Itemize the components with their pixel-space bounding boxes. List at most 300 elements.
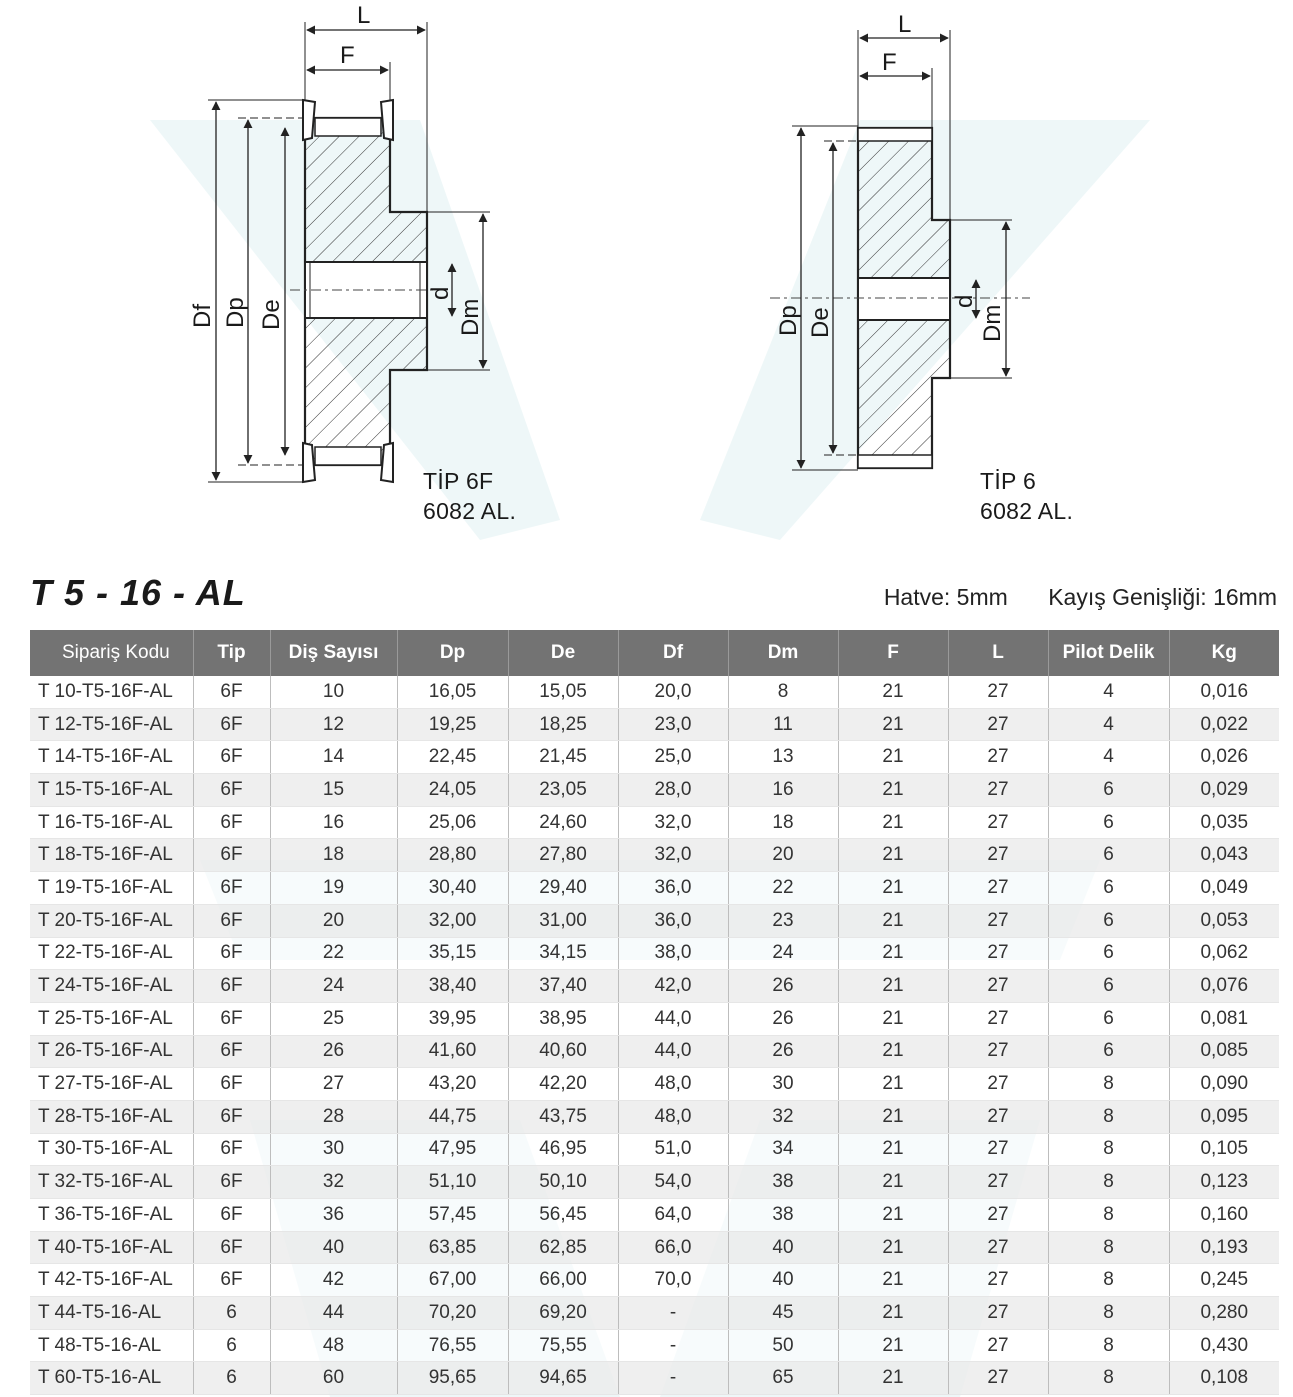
cell-order-code: T 44-T5-16-AL <box>30 1297 193 1330</box>
cell-type: 6F <box>193 839 270 872</box>
cell-tooth-count: 48 <box>270 1329 397 1362</box>
pulley-6-drawing <box>770 30 1030 470</box>
cell-pilot-bore: 8 <box>1048 1133 1169 1166</box>
cell-df: 51,0 <box>618 1133 728 1166</box>
table-row <box>30 1362 1279 1395</box>
cell-l: 27 <box>948 1199 1048 1232</box>
cell-dm: 50 <box>728 1329 838 1362</box>
type-6-material: 6082 AL. <box>980 498 1074 524</box>
cell-dm: 8 <box>728 676 838 708</box>
cell-dm: 40 <box>728 1231 838 1264</box>
cell-dp: 44,75 <box>397 1100 508 1133</box>
cell-type: 6F <box>193 1133 270 1166</box>
cell-dm: 26 <box>728 1035 838 1068</box>
cell-order-code: T 10-T5-16F-AL <box>30 676 193 708</box>
cell-l: 27 <box>948 937 1048 970</box>
table-row <box>30 1297 1279 1330</box>
cell-pilot-bore: 8 <box>1048 1199 1169 1232</box>
table-row <box>30 708 1279 741</box>
cell-l: 27 <box>948 1133 1048 1166</box>
cell-de: 62,85 <box>508 1231 618 1264</box>
cell-df: - <box>618 1329 728 1362</box>
cell-kg: 0,049 <box>1169 872 1279 905</box>
cell-tooth-count: 27 <box>270 1068 397 1101</box>
belt-width-spec: Kayış Genişliği: 16mm <box>1048 584 1277 610</box>
cell-df: 54,0 <box>618 1166 728 1199</box>
column-header-l: L <box>948 630 1048 676</box>
cell-de: 69,20 <box>508 1297 618 1330</box>
cell-type: 6F <box>193 1231 270 1264</box>
cell-df: 64,0 <box>618 1199 728 1232</box>
cell-order-code: T 24-T5-16F-AL <box>30 970 193 1003</box>
cell-de: 29,40 <box>508 872 618 905</box>
cell-dp: 95,65 <box>397 1362 508 1395</box>
cell-dp: 24,05 <box>397 774 508 807</box>
cell-dm: 23 <box>728 904 838 937</box>
cell-dm: 40 <box>728 1264 838 1297</box>
cell-dp: 32,00 <box>397 904 508 937</box>
cell-dm: 24 <box>728 937 838 970</box>
cell-kg: 0,026 <box>1169 741 1279 774</box>
table-row <box>30 806 1279 839</box>
column-header-dm: Dm <box>728 630 838 676</box>
cell-l: 27 <box>948 1166 1048 1199</box>
cell-dm: 65 <box>728 1362 838 1395</box>
table-row <box>30 904 1279 937</box>
cell-de: 27,80 <box>508 839 618 872</box>
cell-tooth-count: 28 <box>270 1100 397 1133</box>
cell-f: 21 <box>838 1329 948 1362</box>
column-header-order-code: Sipariş Kodu <box>30 630 193 676</box>
cell-tooth-count: 14 <box>270 741 397 774</box>
cell-df: 28,0 <box>618 774 728 807</box>
cell-type: 6F <box>193 1100 270 1133</box>
cell-dp: 35,15 <box>397 937 508 970</box>
cell-f: 21 <box>838 708 948 741</box>
cell-dm: 38 <box>728 1199 838 1232</box>
cell-pilot-bore: 4 <box>1048 676 1169 708</box>
table-row <box>30 1231 1279 1264</box>
cell-tooth-count: 26 <box>270 1035 397 1068</box>
cell-type: 6 <box>193 1297 270 1330</box>
table-row <box>30 872 1279 905</box>
table-row <box>30 741 1279 774</box>
cell-dm: 26 <box>728 970 838 1003</box>
cell-l: 27 <box>948 708 1048 741</box>
cell-de: 40,60 <box>508 1035 618 1068</box>
cell-de: 56,45 <box>508 1199 618 1232</box>
cell-type: 6F <box>193 937 270 970</box>
pulley-6f-drawing <box>208 22 490 482</box>
column-header-f: F <box>838 630 948 676</box>
cell-l: 27 <box>948 1362 1048 1395</box>
cell-dp: 70,20 <box>397 1297 508 1330</box>
cell-type: 6F <box>193 806 270 839</box>
type-6f-caption <box>423 466 516 526</box>
cell-order-code: T 12-T5-16F-AL <box>30 708 193 741</box>
table-row <box>30 1035 1279 1068</box>
cell-l: 27 <box>948 970 1048 1003</box>
cell-f: 21 <box>838 806 948 839</box>
cell-f: 21 <box>838 1166 948 1199</box>
cell-order-code: T 36-T5-16F-AL <box>30 1199 193 1232</box>
table-row <box>30 1068 1279 1101</box>
cell-de: 31,00 <box>508 904 618 937</box>
cell-de: 24,60 <box>508 806 618 839</box>
cell-f: 21 <box>838 1199 948 1232</box>
cell-de: 50,10 <box>508 1166 618 1199</box>
cell-f: 21 <box>838 1264 948 1297</box>
cell-l: 27 <box>948 1329 1048 1362</box>
cell-dp: 28,80 <box>397 839 508 872</box>
cell-kg: 0,016 <box>1169 676 1279 708</box>
cell-dp: 41,60 <box>397 1035 508 1068</box>
cell-dp: 57,45 <box>397 1199 508 1232</box>
type-6f-material: 6082 AL. <box>423 498 517 524</box>
table-body <box>30 676 1279 1395</box>
cell-order-code: T 30-T5-16F-AL <box>30 1133 193 1166</box>
column-header-dp: Dp <box>397 630 508 676</box>
cell-pilot-bore: 6 <box>1048 1035 1169 1068</box>
cell-kg: 0,245 <box>1169 1264 1279 1297</box>
cell-df: 32,0 <box>618 806 728 839</box>
cell-pilot-bore: 8 <box>1048 1100 1169 1133</box>
cell-de: 66,00 <box>508 1264 618 1297</box>
cell-f: 21 <box>838 774 948 807</box>
cell-type: 6 <box>193 1329 270 1362</box>
cell-dm: 20 <box>728 839 838 872</box>
cell-order-code: T 27-T5-16F-AL <box>30 1068 193 1101</box>
cell-df: 66,0 <box>618 1231 728 1264</box>
cell-l: 27 <box>948 774 1048 807</box>
cell-kg: 0,280 <box>1169 1297 1279 1330</box>
cell-pilot-bore: 6 <box>1048 806 1169 839</box>
table-row <box>30 1329 1279 1362</box>
dim-label-de-6f: De <box>258 299 285 330</box>
cell-order-code: T 32-T5-16F-AL <box>30 1166 193 1199</box>
cell-pilot-bore: 8 <box>1048 1264 1169 1297</box>
cell-dm: 26 <box>728 1002 838 1035</box>
cell-kg: 0,090 <box>1169 1068 1279 1101</box>
cell-order-code: T 40-T5-16F-AL <box>30 1231 193 1264</box>
cell-df: 23,0 <box>618 708 728 741</box>
cell-l: 27 <box>948 1100 1048 1133</box>
cell-l: 27 <box>948 1035 1048 1068</box>
table-row <box>30 970 1279 1003</box>
cell-type: 6F <box>193 1166 270 1199</box>
cell-tooth-count: 36 <box>270 1199 397 1232</box>
cell-pilot-bore: 8 <box>1048 1329 1169 1362</box>
table-row <box>30 1166 1279 1199</box>
column-header-kg: Kg <box>1169 630 1279 676</box>
cell-order-code: T 26-T5-16F-AL <box>30 1035 193 1068</box>
cell-f: 21 <box>838 1231 948 1264</box>
cell-f: 21 <box>838 1100 948 1133</box>
cell-f: 21 <box>838 1035 948 1068</box>
cell-df: 44,0 <box>618 1035 728 1068</box>
cell-pilot-bore: 8 <box>1048 1231 1169 1264</box>
cell-df: 48,0 <box>618 1068 728 1101</box>
cell-pilot-bore: 6 <box>1048 1002 1169 1035</box>
cell-pilot-bore: 6 <box>1048 970 1169 1003</box>
cell-dp: 16,05 <box>397 676 508 708</box>
dim-label-dp-6: Dp <box>775 305 802 336</box>
cell-kg: 0,085 <box>1169 1035 1279 1068</box>
cell-type: 6F <box>193 1199 270 1232</box>
cell-pilot-bore: 8 <box>1048 1297 1169 1330</box>
cell-dp: 47,95 <box>397 1133 508 1166</box>
cell-dm: 32 <box>728 1100 838 1133</box>
table-row <box>30 1264 1279 1297</box>
cell-de: 23,05 <box>508 774 618 807</box>
type-6-name: TİP 6 <box>980 468 1037 494</box>
table-row <box>30 839 1279 872</box>
dim-label-dp-6f: Dp <box>222 297 249 328</box>
cell-df: 48,0 <box>618 1100 728 1133</box>
cell-order-code: T 18-T5-16F-AL <box>30 839 193 872</box>
cell-pilot-bore: 4 <box>1048 708 1169 741</box>
pulley-spec-table <box>30 630 1279 1395</box>
cell-f: 21 <box>838 937 948 970</box>
cell-tooth-count: 60 <box>270 1362 397 1395</box>
dim-label-d-6f: d <box>427 286 454 300</box>
cell-pilot-bore: 8 <box>1048 1068 1169 1101</box>
cell-order-code: T 15-T5-16F-AL <box>30 774 193 807</box>
column-header-tooth-count: Diş Sayısı <box>270 630 397 676</box>
cell-tooth-count: 12 <box>270 708 397 741</box>
table-row <box>30 1100 1279 1133</box>
product-specs <box>850 584 1277 611</box>
cell-de: 37,40 <box>508 970 618 1003</box>
cell-f: 21 <box>838 1002 948 1035</box>
table-row <box>30 774 1279 807</box>
table-header-row <box>30 630 1279 676</box>
technical-drawing <box>0 0 1293 540</box>
cell-type: 6F <box>193 872 270 905</box>
cell-type: 6F <box>193 741 270 774</box>
cell-order-code: T 20-T5-16F-AL <box>30 904 193 937</box>
cell-type: 6F <box>193 676 270 708</box>
cell-de: 21,45 <box>508 741 618 774</box>
dim-label-dm-6f: Dm <box>457 298 484 336</box>
cell-dp: 38,40 <box>397 970 508 1003</box>
cell-dm: 45 <box>728 1297 838 1330</box>
cell-order-code: T 42-T5-16F-AL <box>30 1264 193 1297</box>
pitch-spec: Hatve: 5mm <box>883 584 1008 610</box>
cell-type: 6F <box>193 774 270 807</box>
cell-type: 6 <box>193 1362 270 1395</box>
cell-f: 21 <box>838 904 948 937</box>
cell-dp: 19,25 <box>397 708 508 741</box>
dim-label-df-6f: Df <box>189 304 216 328</box>
cell-l: 27 <box>948 904 1048 937</box>
cell-dp: 39,95 <box>397 1002 508 1035</box>
dim-label-l-6: L <box>898 11 912 38</box>
cell-dm: 13 <box>728 741 838 774</box>
column-header-type: Tip <box>193 630 270 676</box>
cell-de: 43,75 <box>508 1100 618 1133</box>
cell-kg: 0,081 <box>1169 1002 1279 1035</box>
table-row <box>30 937 1279 970</box>
cell-kg: 0,043 <box>1169 839 1279 872</box>
cell-de: 42,20 <box>508 1068 618 1101</box>
cell-order-code: T 19-T5-16F-AL <box>30 872 193 905</box>
cell-df: 42,0 <box>618 970 728 1003</box>
cell-type: 6F <box>193 904 270 937</box>
cell-de: 94,65 <box>508 1362 618 1395</box>
cell-kg: 0,053 <box>1169 904 1279 937</box>
cell-tooth-count: 25 <box>270 1002 397 1035</box>
table-row <box>30 1133 1279 1166</box>
cell-l: 27 <box>948 1231 1048 1264</box>
table-row <box>30 1002 1279 1035</box>
cell-pilot-bore: 6 <box>1048 774 1169 807</box>
product-title: T 5 - 16 - AL <box>30 572 246 613</box>
cell-f: 21 <box>838 1297 948 1330</box>
cell-f: 21 <box>838 970 948 1003</box>
cell-dp: 25,06 <box>397 806 508 839</box>
table-row <box>30 1199 1279 1232</box>
cell-dp: 30,40 <box>397 872 508 905</box>
cell-l: 27 <box>948 676 1048 708</box>
cell-l: 27 <box>948 741 1048 774</box>
cell-df: 36,0 <box>618 904 728 937</box>
cell-tooth-count: 20 <box>270 904 397 937</box>
cell-df: 25,0 <box>618 741 728 774</box>
column-header-pilot-bore: Pilot Delik <box>1048 630 1169 676</box>
cell-pilot-bore: 6 <box>1048 904 1169 937</box>
cell-order-code: T 28-T5-16F-AL <box>30 1100 193 1133</box>
cell-tooth-count: 15 <box>270 774 397 807</box>
cell-pilot-bore: 4 <box>1048 741 1169 774</box>
dim-label-l-6f: L <box>357 2 371 29</box>
cell-pilot-bore: 8 <box>1048 1362 1169 1395</box>
cell-kg: 0,108 <box>1169 1362 1279 1395</box>
type-6-caption <box>980 466 1073 526</box>
cell-dp: 67,00 <box>397 1264 508 1297</box>
cell-de: 34,15 <box>508 937 618 970</box>
cell-order-code: T 14-T5-16F-AL <box>30 741 193 774</box>
cell-tooth-count: 22 <box>270 937 397 970</box>
column-header-df: Df <box>618 630 728 676</box>
cell-de: 38,95 <box>508 1002 618 1035</box>
cell-type: 6F <box>193 970 270 1003</box>
cell-f: 21 <box>838 872 948 905</box>
cell-pilot-bore: 6 <box>1048 872 1169 905</box>
cell-f: 21 <box>838 1362 948 1395</box>
cell-kg: 0,076 <box>1169 970 1279 1003</box>
cell-order-code: T 22-T5-16F-AL <box>30 937 193 970</box>
cell-dm: 11 <box>728 708 838 741</box>
cell-type: 6F <box>193 1002 270 1035</box>
cell-l: 27 <box>948 806 1048 839</box>
cell-tooth-count: 10 <box>270 676 397 708</box>
cell-kg: 0,105 <box>1169 1133 1279 1166</box>
type-6f-name: TİP 6F <box>423 468 494 494</box>
cell-kg: 0,035 <box>1169 806 1279 839</box>
cell-df: 38,0 <box>618 937 728 970</box>
cell-tooth-count: 24 <box>270 970 397 1003</box>
cell-dp: 76,55 <box>397 1329 508 1362</box>
cell-df: 36,0 <box>618 872 728 905</box>
cell-pilot-bore: 6 <box>1048 839 1169 872</box>
cell-df: - <box>618 1362 728 1395</box>
cell-l: 27 <box>948 1002 1048 1035</box>
cell-kg: 0,022 <box>1169 708 1279 741</box>
cell-dp: 63,85 <box>397 1231 508 1264</box>
cell-dp: 22,45 <box>397 741 508 774</box>
cell-de: 46,95 <box>508 1133 618 1166</box>
cell-df: - <box>618 1297 728 1330</box>
dim-label-f-6: F <box>882 49 897 76</box>
cell-kg: 0,123 <box>1169 1166 1279 1199</box>
cell-order-code: T 60-T5-16-AL <box>30 1362 193 1395</box>
cell-order-code: T 16-T5-16F-AL <box>30 806 193 839</box>
cell-f: 21 <box>838 1068 948 1101</box>
cell-kg: 0,095 <box>1169 1100 1279 1133</box>
cell-de: 18,25 <box>508 708 618 741</box>
cell-de: 75,55 <box>508 1329 618 1362</box>
cell-tooth-count: 30 <box>270 1133 397 1166</box>
cell-f: 21 <box>838 676 948 708</box>
cell-dm: 16 <box>728 774 838 807</box>
cell-l: 27 <box>948 872 1048 905</box>
cell-tooth-count: 40 <box>270 1231 397 1264</box>
cell-order-code: T 48-T5-16-AL <box>30 1329 193 1362</box>
cell-df: 44,0 <box>618 1002 728 1035</box>
cell-type: 6F <box>193 708 270 741</box>
cell-type: 6F <box>193 1035 270 1068</box>
cell-dm: 22 <box>728 872 838 905</box>
cell-dm: 18 <box>728 806 838 839</box>
cell-l: 27 <box>948 1068 1048 1101</box>
cell-tooth-count: 32 <box>270 1166 397 1199</box>
cell-l: 27 <box>948 839 1048 872</box>
cell-df: 20,0 <box>618 676 728 708</box>
cell-dm: 34 <box>728 1133 838 1166</box>
dim-label-f-6f: F <box>340 42 355 69</box>
dim-label-d-6: d <box>951 294 978 308</box>
cell-tooth-count: 19 <box>270 872 397 905</box>
cell-df: 70,0 <box>618 1264 728 1297</box>
dim-label-de-6: De <box>807 307 834 338</box>
cell-dp: 43,20 <box>397 1068 508 1101</box>
cell-dp: 51,10 <box>397 1166 508 1199</box>
cell-order-code: T 25-T5-16F-AL <box>30 1002 193 1035</box>
cell-tooth-count: 18 <box>270 839 397 872</box>
cell-kg: 0,430 <box>1169 1329 1279 1362</box>
cell-dm: 38 <box>728 1166 838 1199</box>
cell-kg: 0,193 <box>1169 1231 1279 1264</box>
cell-de: 15,05 <box>508 676 618 708</box>
cell-pilot-bore: 8 <box>1048 1166 1169 1199</box>
cell-type: 6F <box>193 1068 270 1101</box>
cell-tooth-count: 42 <box>270 1264 397 1297</box>
cell-kg: 0,160 <box>1169 1199 1279 1232</box>
cell-tooth-count: 44 <box>270 1297 397 1330</box>
cell-kg: 0,062 <box>1169 937 1279 970</box>
cell-df: 32,0 <box>618 839 728 872</box>
cell-tooth-count: 16 <box>270 806 397 839</box>
column-header-de: De <box>508 630 618 676</box>
dim-label-dm-6: Dm <box>979 304 1006 342</box>
cell-dm: 30 <box>728 1068 838 1101</box>
cell-l: 27 <box>948 1297 1048 1330</box>
cell-type: 6F <box>193 1264 270 1297</box>
cell-f: 21 <box>838 1133 948 1166</box>
cell-f: 21 <box>838 741 948 774</box>
cell-f: 21 <box>838 839 948 872</box>
